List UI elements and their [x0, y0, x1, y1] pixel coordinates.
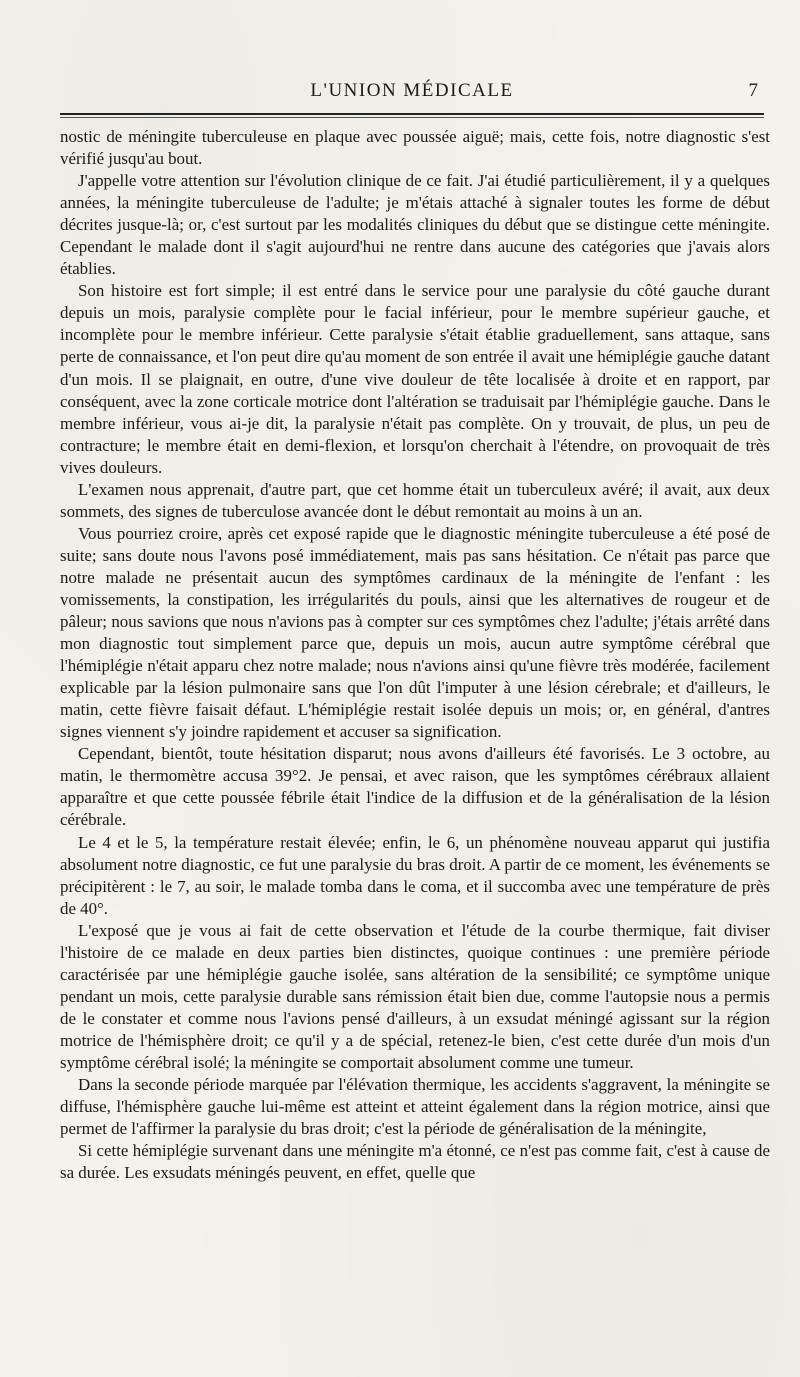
paragraph: L'exposé que je vous ai fait de cette observation et l'étude de la courbe thermique, fait diviser l'histoire de ce malade en deux parties bien distinctes, quoique continues : une première période caractérisée par une hémiplégie gauche isolée, sans altération de la sensibilité; ce symptôme unique pendant un mois, cette paralysie durable sans rémission était bien due, comme l'autopsie nous a permis de le constater et comme nous l'avions pensé d'ailleurs, à un exsudat méningé agissant sur la région motrice de l'hémisphère droit; ce qu'il y a de spécial, retenez-le bien, c'est cette durée d'un mois d'un symptôme cérébral isolé; la méningite se comportait absolument comme une tumeur. [60, 920, 770, 1072]
paragraph: Son histoire est fort simple; il est entré dans le service pour une paralysie du côté gauche durant depuis un mois, paralysie complète pour le facial inférieur, pour le membre supérieur gauche, et incomplète pour le membre inférieur. Cette paralysie s'était établie graduellement, sans attaque, sans perte de connaissance, et l'on peut dire qu'au moment de son entrée il avait une hémiplégie gauche datant d'un mois. Il se plaignait, en outre, d'une vive douleur de tête localisée à droite et en rapport, par conséquent, avec la zone corticale motrice dont l'altération se traduisait par l'hémiplégie gauche. Dans le membre inférieur, vous ai-je dit, la paralysie n'était pas complète. On y trouvait, de plus, un peu de contracture; le membre était en demi-flexion, et lorsqu'on cherchait à l'étendre, on provoquait de très vives douleurs. [60, 281, 770, 477]
paragraph: J'appelle votre attention sur l'évolution clinique de ce fait. J'ai étudié particulièrement, il y a quelques années, la méningite tuberculeuse de l'adulte; je m'étais attaché à signaler toutes les forme de début décrites jusque-là; or, c'est surtout par les modalités cliniques du début que se distingue cette méningite. Cependant le malade dont il s'agit aujourd'hui ne rentre dans aucune des catégories que j'avais alors établies. [60, 171, 770, 279]
paragraph: L'examen nous apprenait, d'autre part, que cet homme était un tuberculeux avéré; il avait, aux deux sommets, des signes de tuberculose avancée dont le début remontait au moins à un an. [60, 479, 770, 521]
paragraph: Dans la seconde période marquée par l'élévation thermique, les accidents s'aggravent, la méningite se diffuse, l'hémisphère gauche lui-même est atteint et atteint également dans la région motrice, ainsi que permet de l'affirmer la paralysie du bras droit; c'est la période de généralisation de la méningite, [60, 1075, 770, 1139]
running-title: L'UNION MÉDICALE [310, 80, 514, 101]
paragraph: Vous pourriez croire, après cet exposé rapide que le diagnostic méningite tuberculeuse a été posé de suite; sans doute nous l'avons posé immédiatement, mais pas sans hésitation. Ce n'était pas parce que notre malade ne présentait aucun des symptômes cardinaux de la méningite de l'enfant : les vomissements, la constipation, les irrégularités du pouls, ainsi que les alternatives de rougeur et de pâleur; nous savions que nous n'avions pas à compter sur ces symptômes chez l'adulte; j'étais arrêté dans mon diagnostic tout simplement parce que, depuis un mois, aucun autre symptôme cérébral que l'hémiplégie n'était apparu chez notre malade; nous n'avions ainsi qu'une fièvre très modérée, facilement explicable par la lésion pulmonaire sans que l'on dût l'imputer à une lésion cérebrale; et d'ailleurs, le matin, cette fièvre faisait défaut. L'hémiplégie restait isolée depuis un mois; or, en général, d'antres signes viennent s'y joindre rapidement et accuser sa signification. [60, 523, 770, 742]
paragraph: Cependant, bientôt, toute hésitation disparut; nous avons d'ailleurs été favorisés. Le 3 octobre, au matin, le thermomètre accusa 39°2. Je pensai, et avec raison, que les symptômes cérébraux allaient apparaître et que cette poussée fébrile était l'indice de la diffusion et de la généralisation de la lésion cérébrale. [60, 744, 770, 830]
page-header [60, 78, 764, 108]
paragraph: Si cette hémiplégie survenant dans une méningite m'a étonné, ce n'est pas comme fait, c'est à cause de sa durée. Les exsudats méningés peuvent, en effet, quelle que [60, 1141, 770, 1183]
header-rule [60, 113, 764, 115]
paragraph: Le 4 et le 5, la température restait élevée; enfin, le 6, un phénomène nouveau apparut qui justifia absolument notre diagnostic, ce fut une paralysie du bras droit. A partir de ce moment, les événements se précipitèrent : le 7, au soir, le malade tomba dans le coma, et il succomba avec une température de près de 40°. [60, 832, 770, 918]
body-text [60, 126, 770, 1184]
paragraph: nostic de méningite tuberculeuse en plaque avec poussée aiguë; mais, cette fois, notre diagnostic s'est vérifié jusqu'au bout. [60, 127, 770, 169]
page-number: 7 [748, 80, 758, 101]
header-rule-thin [60, 117, 764, 118]
